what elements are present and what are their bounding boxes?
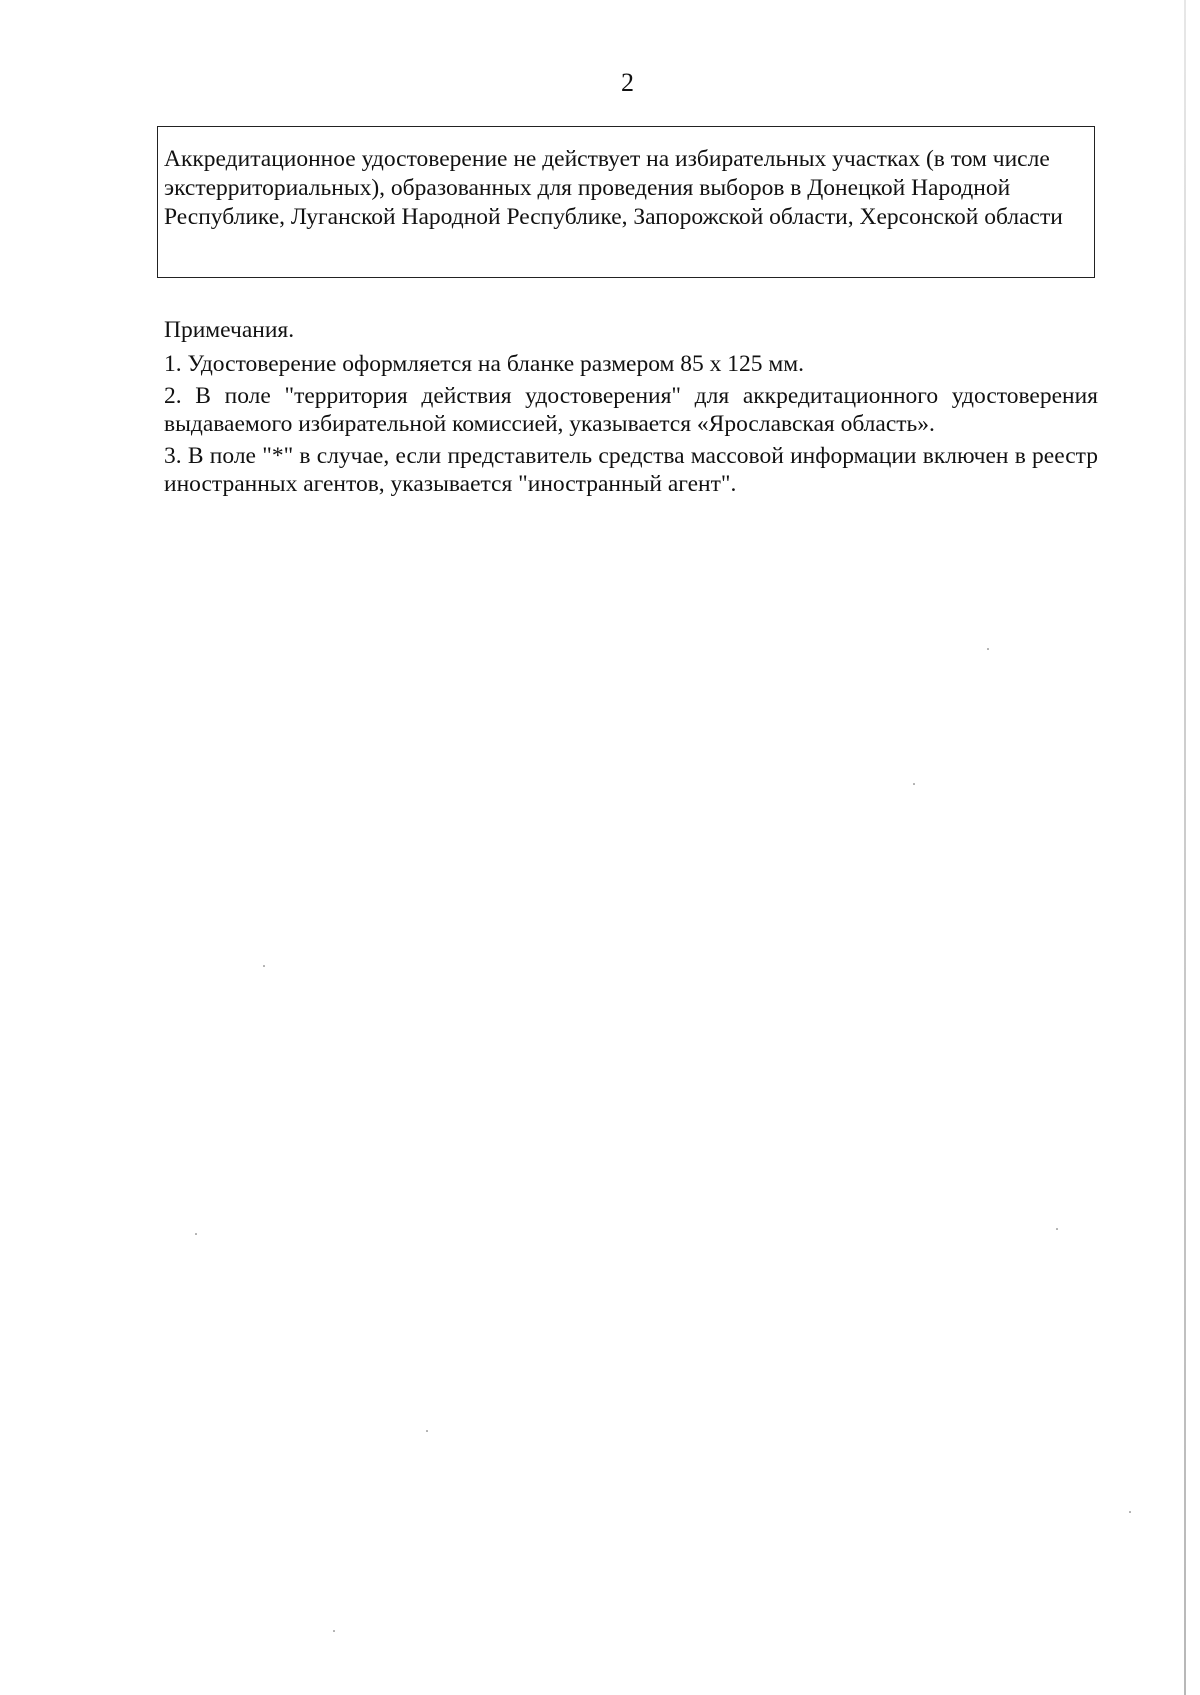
scan-speck: [263, 965, 265, 967]
scan-speck: [333, 1630, 335, 1632]
scan-speck: [913, 783, 915, 785]
scan-speck: [195, 1233, 197, 1235]
note-item-2: 2. В поле "территория действия удостоверения" для аккредитационного удостоверения выдаваемого избирательной комиссией, указывается «Ярославская область».: [164, 383, 1098, 437]
notice-box: [157, 126, 1095, 278]
scan-speck: [1129, 1511, 1131, 1513]
scan-speck: [987, 648, 989, 650]
notice-text: Аккредитационное удостоверение не действует на избирательных участках (в том числе экстерриториальных), образованных для проведения выборов в Донецкой Народной Республике, Луганской Народной Республике, Запорожской области, Херсонской области: [164, 146, 1063, 230]
note-item-1: 1. Удостоверение оформляется на бланке размером 85 х 125 мм.: [164, 351, 805, 377]
scan-speck: [1056, 1228, 1058, 1230]
scan-edge-line: [1184, 0, 1186, 1695]
notes-section: [164, 316, 1098, 502]
page-number: 2: [621, 68, 634, 97]
scan-speck: [426, 1430, 428, 1432]
note-item-3: 3. В поле "*" в случае, если представитель средства массовой информации включен в реестр иностранных агентов, указывается "иностранный агент".: [164, 443, 1098, 497]
notes-heading: Примечания.: [164, 317, 295, 343]
